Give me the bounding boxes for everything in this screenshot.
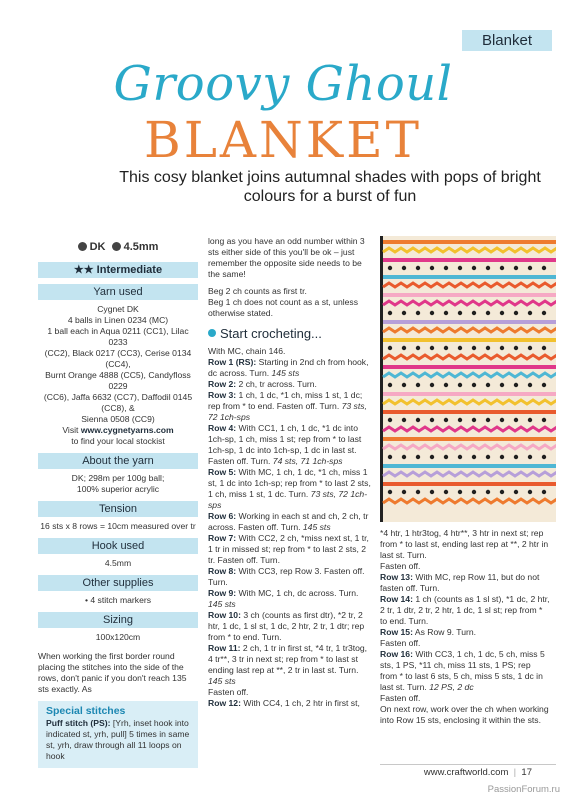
blanket-bobble [472,418,476,422]
about-yarn-heading: About the yarn [38,453,198,469]
footer-divider [380,764,556,765]
middle-column [208,236,374,709]
pattern-row [208,687,374,698]
yarn-ball-icon [78,242,87,251]
supplies-heading: Other supplies [38,575,198,591]
blanket-bobble [486,418,490,422]
blanket-bobble [542,455,546,459]
blanket-bobble [444,311,448,315]
blanket-bobble [444,266,448,270]
blanket-bobble [458,455,462,459]
row-text: As Row 9. Turn. [412,627,476,637]
pattern-row [380,572,550,594]
blanket-bobble [416,490,420,494]
row-text: With MC, 1 ch, dc across. Turn. [236,588,359,598]
blanket-bobble [444,455,448,459]
blanket-bobble [388,311,392,315]
blanket-stripe [383,338,556,342]
supplies-text: • 4 stitch markers [84,595,152,605]
blanket-bobble [528,418,532,422]
sizing-text: 100x120cm [95,632,141,642]
row-text: Working in each st and ch, 2 ch, tr across. Fasten off. Turn. [208,511,369,532]
pattern-row [208,390,374,423]
blanket-bobble [486,346,490,350]
pattern-row [208,423,374,467]
yarn-used-heading: Yarn used [38,284,198,300]
row-text: 1 ch, 1 dc, *1 ch, miss 1 st, 1 dc; rep from * to end. Fasten off. Turn. [208,390,363,411]
blanket-bobble [402,490,406,494]
blanket-bobble [500,311,504,315]
row-label: Row 4: [208,423,237,433]
blanket-bobble [542,383,546,387]
row-label: Row 5: [208,467,237,477]
pattern-row [380,627,550,638]
title-line-2: BLANKET [143,111,422,169]
blanket-stripe [383,464,556,468]
blanket-bobble [402,266,406,270]
yarn-weight-and-hook: DK 4.5mm [38,238,198,256]
blanket-bobble [472,346,476,350]
row-text: With CC1, 1 ch, 1 dc, *1 dc into 1ch-sp, 1 ch, miss 1 st; rep from * to last 1ch-sp, 1 dc into 1ch-sp, 1 dc in last st. Fasten off. Turn. [208,423,362,466]
row-label: Row 16: [380,649,413,659]
row-text: Fasten off. [380,693,421,703]
row-label: Row 11: [208,643,241,653]
pattern-row [208,511,374,533]
special-stitches-heading: Special stitches [46,705,126,717]
blanket-bobble [388,418,392,422]
pattern-row [208,566,374,588]
intro-text: This cosy blanket joins autumnal shades with pops of bright colours for a burst of fun [119,169,541,205]
blanket-stripe [383,437,556,441]
blanket-bobble [500,418,504,422]
about-yarn-text: DK; 298m per 100g ball; 100% superior acrylic [71,473,165,494]
blanket-bobble [514,383,518,387]
blanket-bobble [416,383,420,387]
row-text: Starting in 2nd ch from hook, dc across. Turn. [208,357,369,378]
row-label: Row 15: [380,627,413,637]
row-text: With CC2, 2 ch, *miss next st, 1 tr, 1 tr in missed st; rep from * to last 2 sts, 2 tr. Fasten off. Turn. [208,533,369,565]
blanket-bobble [528,383,532,387]
row-text: With CC3, 1 ch, 1 dc, 5 ch, miss 5 sts, 1 PS, *11 ch, miss 11 sts, 1 PS; rep from * to last 6 sts, 5 ch, miss 5 sts, 1 dc in last st. Turn. [380,649,545,692]
stitch-count: 145 sts [300,522,331,532]
blanket-bobble [486,383,490,387]
hook-text: 4.5mm [104,558,132,568]
hook-icon [112,242,121,251]
row-text: 1 ch (counts as 1 sl st), *1 dc, 2 htr, 2 tr, 1 dtr, 2 tr, 2 htr, 1 dc, 1 sl st; rep from * to end. Turn. [380,594,550,626]
border-note: When working the first border round placing the stitches into the side of the rows, don't panic if you don't reach 135 sts exactly. As [38,651,187,694]
blanket-bobble [528,455,532,459]
blanket-bobble [458,490,462,494]
puff-stitch-text: Puff stitch (PS): [Yrh, inset hook into indicated st, yrh, pull] 5 times in same st, yrh, draw through all 11 loops on hook [46,718,190,761]
blanket-bobble [472,455,476,459]
blanket-bobble [486,455,490,459]
blanket-bobble [514,266,518,270]
row-continued: *4 htr, 1 htr3tog, 4 htr**, 3 htr in next st; rep from * to last st, ending last rep at **, 2 htr in last st. Turn. [380,528,549,560]
blanket-bobble [500,490,504,494]
row-label: Row 2: [208,379,237,389]
sizing-heading: Sizing [38,612,198,628]
pattern-row [380,561,550,572]
blanket-bobble [430,266,434,270]
pattern-row [208,379,374,390]
blanket-border [380,236,383,522]
blanket-bobble [416,311,420,315]
blanket-bobble [500,266,504,270]
blanket-bobble [402,346,406,350]
pattern-row [208,357,374,379]
blanket-bobble [388,383,392,387]
blanket-bobble [444,346,448,350]
row-label: Row 10: [208,610,241,620]
blanket-bobble [528,490,532,494]
blanket-bobble [430,383,434,387]
blanket-bobble [402,418,406,422]
blanket-stripe [383,482,556,486]
row-label: Row 12: [208,698,241,708]
blanket-bobble [430,455,434,459]
blanket-bobble [430,418,434,422]
blanket-photo [380,236,556,522]
row-label: Row 3: [208,390,237,400]
left-column [38,238,198,768]
blanket-bobble [458,418,462,422]
stitch-count: 145 sts [208,599,236,609]
page-number: 17 [521,767,532,778]
row-label: Row 6: [208,511,237,521]
right-column [380,528,550,726]
row-instructions [208,357,374,709]
chain-instruction: With MC, chain 146. [208,346,286,356]
blanket-bobble [528,266,532,270]
blanket-bobble [388,490,392,494]
stitch-count: 73 sts, 72 1ch-sps [208,401,367,422]
blanket-bobble [514,490,518,494]
pattern-row [208,643,374,687]
blanket-stripe [383,320,556,324]
row-label: Row 9: [208,588,237,598]
pattern-row [208,610,374,643]
blanket-bobble [514,346,518,350]
blanket-bobble [402,311,406,315]
pattern-row [380,693,550,704]
row-text: Fasten off. [380,561,421,571]
blanket-bobble [542,490,546,494]
blanket-bobble [458,311,462,315]
blanket-bobble [542,346,546,350]
blanket-bobble [458,383,462,387]
blanket-bobble [486,266,490,270]
row-text: With CC4, 1 ch, 2 htr in first st, [240,698,360,708]
blanket-bobble [416,418,420,422]
row-text: On next row, work over the ch when working into Row 15 sts, enclosing it within the sts. [380,704,549,725]
blanket-bobble [542,311,546,315]
blanket-bobble [402,455,406,459]
pattern-row [208,467,374,511]
yarn-list: Cygnet DK 4 balls in Linen 0234 (MC) 1 ball each in Aqua 0211 (CC1), Lilac 0233 (CC2), Black 0217 (CC3), Cerise 0134 (CC4), Burnt Orange 4888 (CC5), Candyfloss 0229 (CC6), Jaffa 6632 (CC7), Daffodil 0145 (CC8), & Sienna 0508 (CC9) Visit www.cygnetyarns.com to find your local stockist [38,304,198,447]
footer-website[interactable]: www.craftworld.com [423,767,509,778]
blanket-bobble [458,266,462,270]
page-footer: www.craftworld.com | 17 [423,767,532,778]
blanket-bobble [402,383,406,387]
bullet-icon [208,329,216,337]
blanket-bobble [416,266,420,270]
blanket-bobble [416,346,420,350]
row-label: Row 7: [208,533,237,543]
beg-note-1: Beg 2 ch counts as first tr. [208,286,307,296]
blanket-stripe [383,275,556,279]
blanket-stripe [383,240,556,244]
row-label: Row 8: [208,566,237,576]
title-line-1: Groovy Ghoul [113,56,453,112]
blanket-bobble [416,455,420,459]
blanket-bobble [514,311,518,315]
row-label: Row 13: [380,572,413,582]
row-text: With MC, rep Row 11, but do not fasten off. Turn. [380,572,540,593]
pattern-row [380,594,550,627]
start-heading: Start crocheting... [208,325,374,342]
blanket-stripe [383,365,556,369]
blanket-bobble [430,311,434,315]
blanket-bobble [458,346,462,350]
pattern-row [208,588,374,610]
stitch-count: 145 sts [208,676,236,686]
blanket-bobble [486,490,490,494]
tension-text: 16 sts x 8 rows = 10cm measured over tr [40,521,196,531]
hook-heading: Hook used [38,538,198,554]
blanket-bobble [388,346,392,350]
stitch-count: 74 sts, 71 1ch-sps [270,456,343,466]
blanket-bobble [472,266,476,270]
row-text: Fasten off. [208,687,249,697]
blanket-stripe [383,392,556,396]
blanket-bobble [444,383,448,387]
special-stitches-box [38,701,198,768]
blanket-bobble [486,311,490,315]
blanket-stripe [383,258,556,262]
blanket-bobble [500,346,504,350]
pattern-row [380,704,550,726]
pattern-row [380,649,550,693]
blanket-bobble [542,418,546,422]
blanket-bobble [430,490,434,494]
blanket-bobble [472,490,476,494]
stitch-count: 145 sts [269,368,300,378]
beg-note-2: Beg 1 ch does not count as a st, unless otherwise stated. [208,297,359,318]
yarn-website-link[interactable]: www.cygnetyarns.com [80,425,174,435]
blanket-bobble [388,266,392,270]
row-text: 3 ch (counts as first dtr), *2 tr, 2 htr, 1 dc, 1 sl st, 1 dc, 2 htr, 2 tr, 1 dtr; rep from * to end. Turn. [208,610,365,642]
blanket-bobble [430,346,434,350]
blanket-stripe [383,410,556,414]
section-tag: Blanket [462,30,552,51]
row-text: 2 ch, 1 tr in first st, *4 tr, 1 tr3tog, 4 tr**, 3 tr in next st; rep from * to last st ending last rep at **, 2 tr in last st. Turn. [208,643,368,675]
row-text: Fasten off. [380,638,421,648]
row-text: With CC3, rep Row 3. Fasten off. Turn. [208,566,365,587]
blanket-bobble [528,311,532,315]
blanket-bobble [514,455,518,459]
row-text: 2 ch, tr across. Turn. [236,379,317,389]
watermark: PassionForum.ru [487,784,560,795]
blanket-bobble [542,266,546,270]
stitch-count: 73 sts, 72 1ch-sps [208,489,368,510]
blanket-bobble [500,455,504,459]
visit-line: Visit www.cygnetyarns.com [62,425,174,435]
pattern-row [208,698,374,709]
blanket-bobble [500,383,504,387]
blanket-bobble [472,311,476,315]
row-label: Row 1 (RS): [208,357,257,367]
pattern-row [380,638,550,649]
blanket-bobble [528,346,532,350]
blanket-bobble [388,455,392,459]
blanket-stripe [383,293,556,297]
row-text: With MC, 1 ch, 1 dc, *1 ch, miss 1 st, 1 dc into 1ch-sp; rep from * to last 2 sts, 1 ch, miss 1 st, 1 dc. Turn. [208,467,371,499]
note-continued: long as you have an odd number within 3 sts either side of this you'll be ok – just remember the opposite side needs to be the same! [208,236,365,279]
stitch-count: 12 PS, 2 dc [426,682,474,692]
blanket-bobble [472,383,476,387]
level-badge: ★★ Intermediate [38,262,198,278]
pattern-row [208,533,374,566]
blanket-bobble [514,418,518,422]
tension-heading: Tension [38,501,198,517]
blanket-bobble [444,418,448,422]
row-instructions-continued [380,561,550,726]
blanket-bobble [444,490,448,494]
row-label: Row 14: [380,594,413,604]
